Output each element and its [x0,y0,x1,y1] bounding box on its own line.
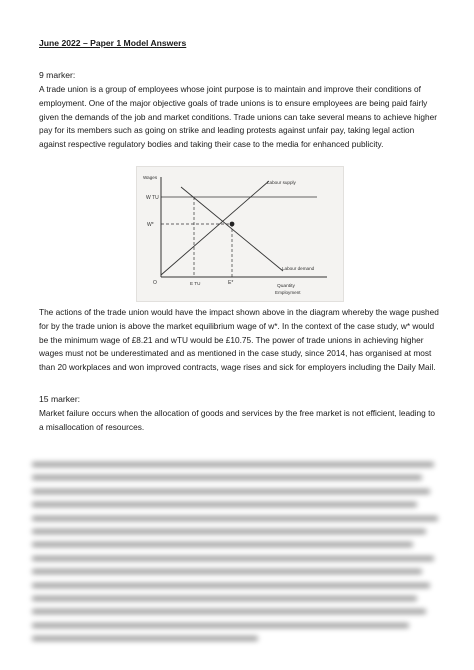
blurred-line [32,529,426,534]
document-title: June 2022 – Paper 1 Model Answers [39,38,187,48]
blurred-line [32,516,438,521]
labour-supply-label: Labour supply [267,180,296,185]
blurred-line [32,542,413,547]
blurred-line [32,569,422,574]
labour-market-diagram [136,166,344,302]
analysis-paragraph: The actions of the trade union would have the impact shown above in the diagram whereby the wage pushed for by the trade union is above the market equilibrium wage of w*. In the context of the case study, w* would be the minimum wage of £8.21 and wTU would be £10.75. The power of trade unions in achieving higher wages must not be underestimated and as mentioned in the case study, since 2014, has organised at most than 20 workplaces and won improved contracts, wage rises and sick for employers including the Daily Mail. [39,307,439,373]
w-star-label: W* [147,222,154,228]
section-15-marker-label: 15 marker: [39,394,81,404]
blurred-line [32,475,422,480]
y-axis-label: Wages [143,175,158,180]
blurred-line [32,556,434,561]
diagram-svg [137,167,343,301]
x-axis-label-quantity: Quantity [277,284,295,289]
blurred-line [32,609,426,614]
blurred-line [32,623,409,628]
blurred-preview-text [32,462,442,602]
blurred-line [32,596,417,601]
blurred-line [32,636,258,641]
blurred-line [32,583,430,588]
x-axis-label-employment: Employment [275,290,301,295]
section-9-marker-label: 9 marker: [39,70,76,80]
e-tu-label: E TU [190,281,201,286]
labour-demand-label: Labour demand [282,266,315,271]
e-star-label: E* [228,280,234,286]
section-9-marker-paragraph: A trade union is a group of employees whose joint purpose is to maintain and improve their conditions of employment. One of the major objective goals of trade unions is to ensure employees are being paid fairly given the demands of the job and market conditions. Trade unions can take several means to achieve higher pay for its members such as going on strike and leading protests against unfair pay, taking legal action against respective regulatory bodies and taking their case to the media for enhanced publicity. [39,84,438,150]
section-15-marker-paragraph: Market failure occurs when the allocation of goods and services by the free market is not efficient, leading to a misallocation of resources. [39,408,436,432]
labour-supply-curve [161,181,269,275]
equilibrium-point [230,222,235,227]
blurred-line [32,489,430,494]
blurred-line [32,462,434,467]
w-tu-label: W TU [146,195,159,201]
origin-label: O [153,280,157,286]
blurred-line [32,502,417,507]
